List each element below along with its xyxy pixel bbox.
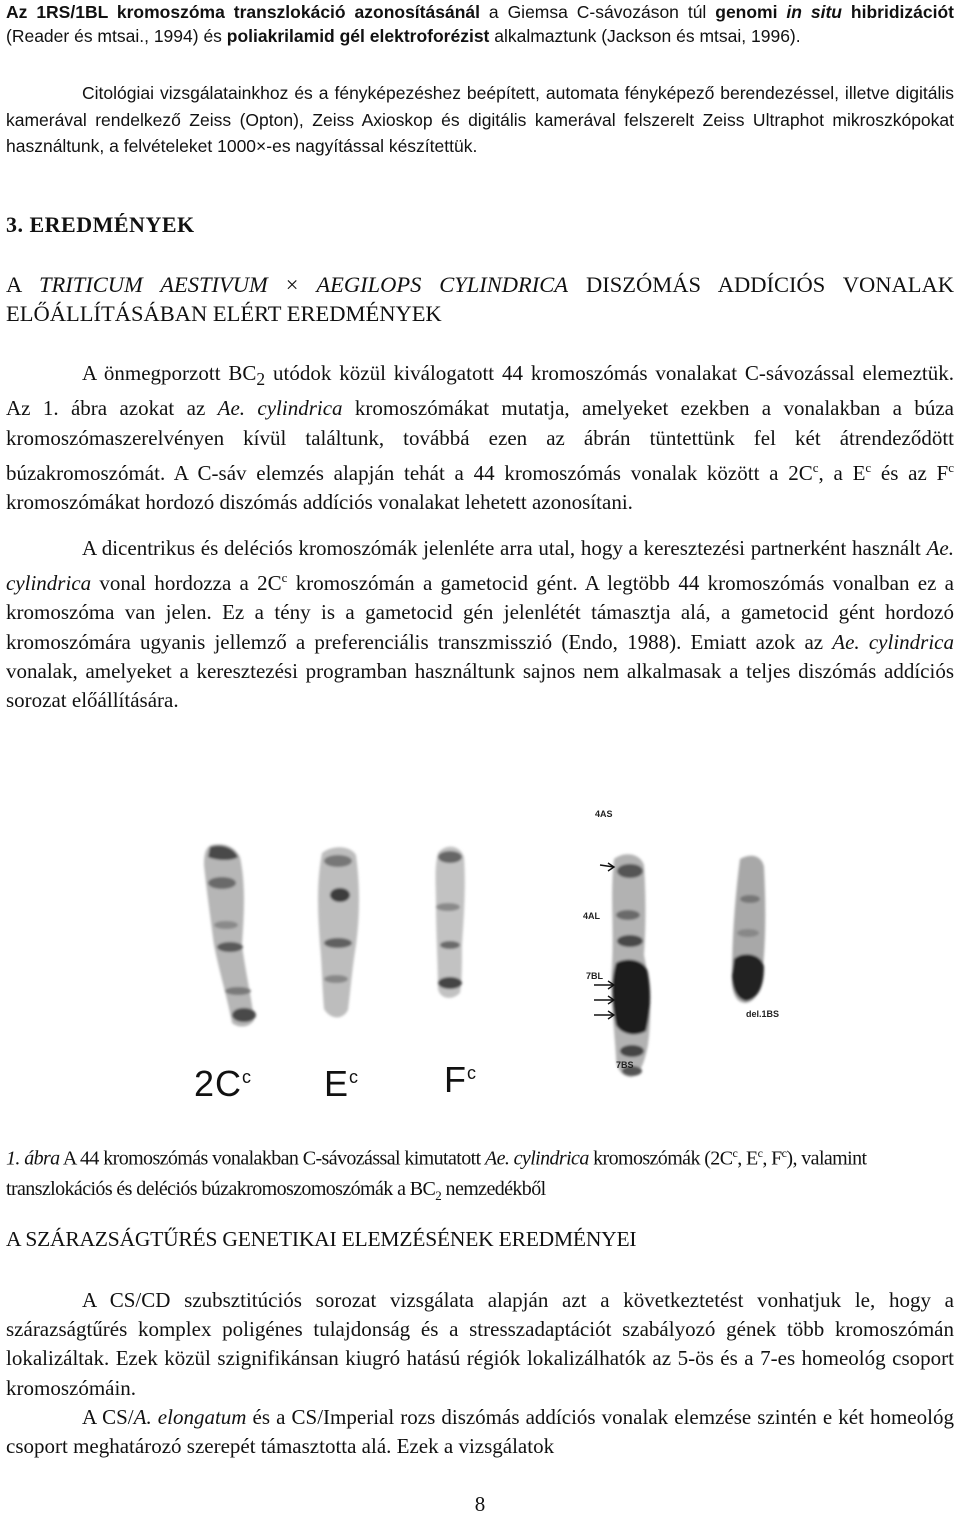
label-del-1bs: del.1BS [746,1009,780,1019]
superscript: c [757,1146,763,1160]
chromosome-2cc [204,844,256,1026]
results-paragraph-2 [6,534,954,715]
bold-text: poliakrilamid gél elektroforézist [226,26,490,46]
methods-paragraph-1 [6,0,954,48]
text: kromoszómákat mutatja, amelyeket ezekben a vonalakban a búza kromoszómaszerelvényen kívül találtunk, továbbá ezen az ábrán tüntettünk fel két átrendeződött búzakromoszómát. A C-sáv elemzés alapján tehát a 44 kromoszómás vonalak között a 2C [6,396,954,485]
drought-paragraph-1: A CS/CD szubsztitúciós sorozat vizsgálata alapján azt a következtetést vonhatjuk le, hogy a szárazságtűrés komplex poligénes tulajdonság és a stresszadaptációt szabályozó gének több kromoszómán lokalizáltak. Ezek közül szignifikánsan kiugró hatású régiók lokalizálhatók az 5-ös és a 7-es homeológ csoport kromoszómáin. [6,1288,954,1400]
superscript: c [948,459,954,475]
text: A önmegporzott BC [82,361,257,385]
chromosome-fc [436,847,465,998]
text: és a CS/Imperial rozs diszómás addíciós vonalak elemzése szintén e két homeológ csoport meghatározó szerepét támasztotta alá. Ezek a vizsgálatok [6,1405,954,1459]
text: nemzedékből [441,1177,546,1200]
chromosome-ec [318,847,359,1017]
label-7bl: 7BL [586,971,604,981]
label-2cc [194,1063,252,1105]
text: a Giemsa C-sávozáson túl [479,2,716,22]
subscript: 2 [256,369,266,390]
methods-paragraph-2: Citológiai vizsgálatainkhoz és a fényképezéshez beépített, automata fényképező berendezéssel, illetve digitális kamerával rendelkező Zeiss (Opton), Zeiss Axioskop és digitális kamerával felszerelt Zeiss Ultraphot mikroszkópokat használtunk, a felvételeket 1000×-es nagyítással készítettük. [6,83,954,156]
text: A CS/ [82,1405,134,1429]
page-number: 8 [474,1492,486,1516]
superscript: c [242,1067,253,1087]
text: kromoszómákat hordozó diszómás addíciós vonalakat lehetett azonosítani. [6,490,633,514]
chromosome-deletion-1bs [732,856,765,1003]
arrow-7bl-1 [594,981,614,989]
figure-number: 1. ábra [6,1147,60,1170]
italic-text: in situ [786,2,842,22]
superscript: c [865,459,872,475]
text: DISZÓMÁS ADDÍCIÓS VONALAK ELŐÁLLÍTÁSÁBAN ELÉRT EREDMÉNYEK [6,272,955,326]
text: , a E [818,460,866,485]
text: , F [762,1147,782,1170]
text: vonal hordozza a 2C [91,571,282,596]
arrow-7bl-3 [594,1011,614,1019]
text: , E [737,1147,758,1170]
species-name: A. elongatum [133,1405,247,1429]
subheading-drought-tolerance: A SZÁRAZSÁGTŰRÉS GENETIKAI ELEMZÉSÉNEK EREDMÉNYEI [6,1227,637,1251]
label-4as: 4AS [595,809,613,819]
superscript: c [781,1146,787,1160]
label-text: F [444,1059,467,1100]
superscript: c [812,459,819,475]
text: × [267,272,317,297]
label-fc [444,1059,477,1101]
text: A 44 kromoszómás vonalakban C-sávozással kimutatott [59,1147,485,1170]
figure-caption [6,1138,954,1211]
superscript: c [349,1067,360,1087]
text: utódok közül kiválogatott 44 kromoszómás vonalakat C-sávozással elemeztük. Az 1. ábra azokat az [6,361,954,421]
label-text: E [324,1063,350,1104]
superscript: c [467,1063,477,1083]
species-name: TRITICUM AESTIVUM [38,272,268,297]
species-name: Ae. cylindrica [6,536,954,596]
chromosome-micrograph [170,795,810,1115]
text: alkalmaztunk (Jackson és mtsai, 1996). [489,26,801,46]
section-heading: 3. EREDMÉNYEK [6,212,195,237]
label-4al: 4AL [583,911,601,921]
text: és az F [871,460,949,485]
subscript: 2 [435,1187,442,1203]
text: ), valamint transzlokációs és deléciós búzakromoszomoszómák a BC [6,1147,867,1200]
species-name: Ae. cylindrica [217,396,343,421]
text: kromoszómák (2C [588,1147,733,1170]
subheading-results-addition-lines [6,270,954,328]
chromosome-dicentric-4al-7bl [611,854,650,1077]
figure-chromosomes [170,795,810,1115]
text: vonalak, amelyeket a keresztezési programban használtunk sajnos nem alkalmasak a teljes diszómás addíciós sorozat előállítására. [6,658,954,713]
label-ec [324,1063,359,1105]
text: kromoszómán a gametocid gént. A legtöbb 44 kromoszómás vonalban ez a kromoszóma van jelen. Ez a tény is a gametocid gén jelenlétét támasztja alá, a gametocid gént hordozó kromoszómára ugyanis jellemző a preferenciális transzmisszió (Endo, 1988). Emiatt azok az [6,571,954,654]
superscript: c [732,1146,738,1160]
results-paragraph-1 [6,359,954,517]
bold-text: hibridizációt [842,2,954,22]
text: A dicentrikus és deléciós kromoszómák jelenléte arra utal, hogy a keresztezési partnerként használt [82,536,927,560]
superscript: c [281,570,288,586]
arrow-4as [600,863,614,871]
text: (Reader és mtsai., 1994) és [6,26,227,46]
species-name: AEGILOPS CYLINDRICA [316,272,569,297]
text: A [6,272,39,297]
bold-text: Az 1RS/1BL kromoszóma transzlokáció azonosításánál [6,2,480,22]
drought-paragraph-2 [6,1403,954,1461]
arrow-7bl-2 [594,996,614,1004]
bold-text: genomi [715,2,787,22]
species-name: Ae. cylindrica [832,629,954,654]
species-name: Ae. cylindrica [484,1147,589,1170]
label-7bs: 7BS [616,1060,634,1070]
label-text: 2C [194,1063,243,1104]
